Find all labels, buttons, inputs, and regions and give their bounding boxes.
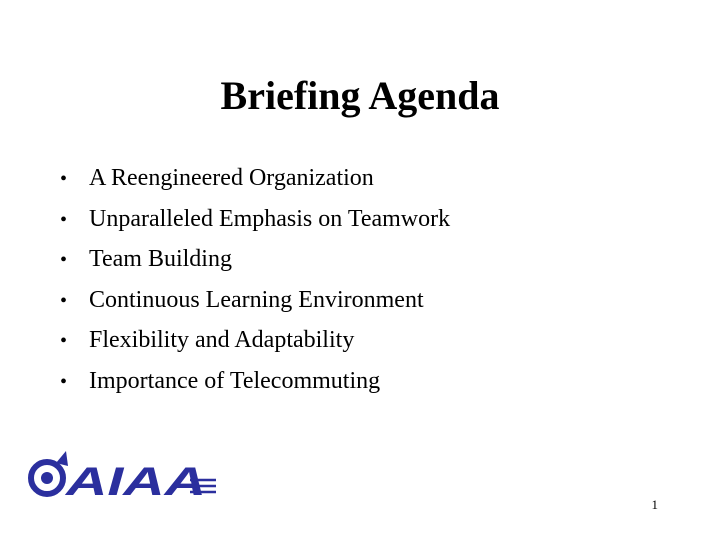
agenda-item	[60, 239, 450, 280]
agenda-item-label: Continuous Learning Environment	[89, 286, 424, 313]
agenda-list	[60, 158, 450, 401]
agenda-item-label: Team Building	[89, 246, 232, 272]
logo-emblem-core	[41, 472, 53, 484]
aiaa-logo	[26, 450, 218, 500]
bullet-icon: •	[60, 289, 68, 312]
agenda-item	[60, 158, 450, 199]
agenda-item	[60, 199, 450, 240]
bullet-icon: •	[60, 168, 68, 190]
bullet-icon: •	[60, 370, 68, 393]
agenda-item	[60, 320, 450, 361]
agenda-item	[60, 361, 450, 402]
bullet-icon: •	[60, 208, 68, 231]
page-number: 1	[651, 497, 658, 512]
agenda-item	[60, 280, 450, 321]
bullet-icon: •	[60, 249, 68, 271]
agenda-item-label: A Reengineered Organization	[89, 165, 374, 191]
agenda-item-label: Flexibility and Adaptability	[89, 327, 355, 353]
bullet-icon: •	[60, 330, 68, 352]
agenda-item-label: Importance of Telecommuting	[89, 367, 381, 394]
agenda-item-label: Unparalleled Emphasis on Teamwork	[89, 205, 451, 232]
slide-title: Briefing Agenda	[220, 73, 500, 118]
logo-lettering: AIAA	[64, 460, 206, 500]
